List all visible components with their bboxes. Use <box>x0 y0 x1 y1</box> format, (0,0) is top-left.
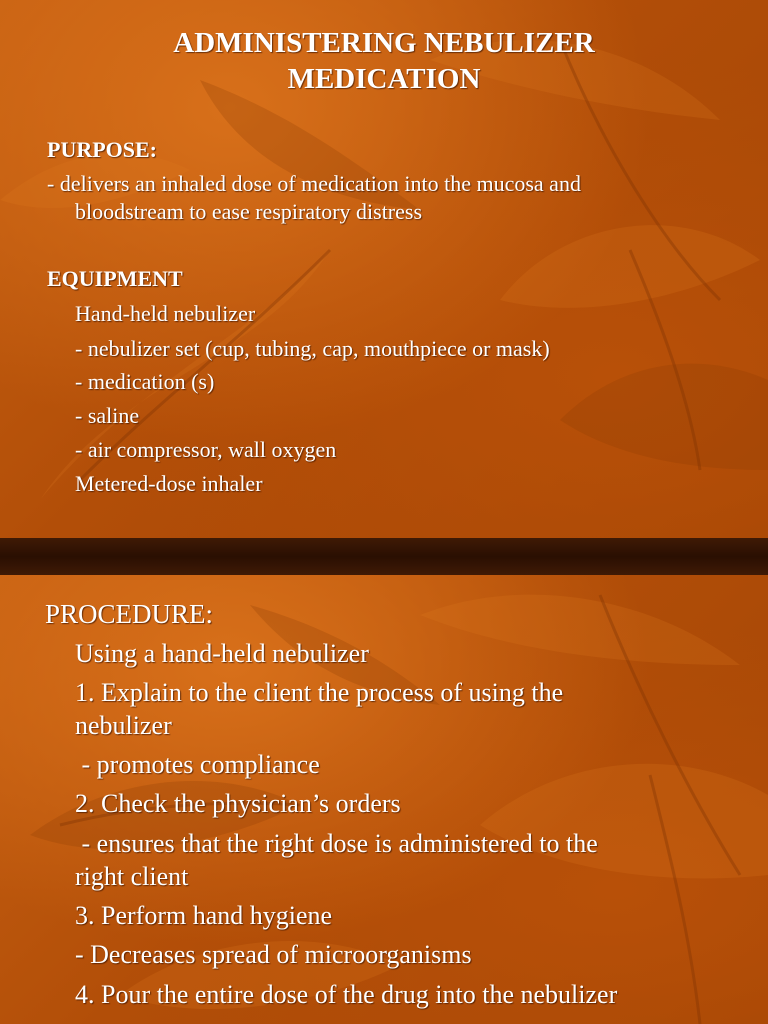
purpose-text-line-2: bloodstream to ease respiratory distress <box>75 199 423 224</box>
procedure-line: - Decreases spread of microorganisms <box>75 940 472 969</box>
equipment-heading: EQUIPMENT <box>47 266 183 291</box>
procedure-line: Using a hand-held nebulizer <box>75 639 369 668</box>
slide-title-line-2: MEDICATION <box>287 63 481 95</box>
equipment-item: - air compressor, wall oxygen <box>75 437 337 462</box>
procedure-line: 3. Perform hand hygiene <box>75 901 333 930</box>
equipment-item: Hand-held nebulizer <box>75 301 256 326</box>
purpose-heading: PURPOSE: <box>47 137 157 162</box>
procedure-line: 2. Check the physician’s orders <box>75 789 401 818</box>
procedure-line: 1. Explain to the client the process of using the <box>75 678 564 707</box>
equipment-item: - nebulizer set (cup, tubing, cap, mouthpiece or mask) <box>75 336 550 361</box>
slide-separator <box>0 538 768 575</box>
equipment-item: - saline <box>75 403 140 428</box>
procedure-heading: PROCEDURE: <box>45 599 214 629</box>
procedure-line: right client <box>75 862 189 891</box>
procedure-line: - promotes compliance <box>75 750 320 779</box>
equipment-item: - medication (s) <box>75 369 215 394</box>
slide-2 <box>0 575 768 1024</box>
procedure-line: 4. Pour the entire dose of the drug into the nebulizer <box>75 980 618 1009</box>
procedure-line: - ensures that the right dose is administered to the <box>75 829 598 858</box>
equipment-item: Metered-dose inhaler <box>75 471 263 496</box>
procedure-line: nebulizer <box>75 711 172 740</box>
slide-title-line-1: ADMINISTERING NEBULIZER <box>173 27 595 59</box>
purpose-text-line-1: - delivers an inhaled dose of medication into the mucosa and <box>47 171 581 196</box>
